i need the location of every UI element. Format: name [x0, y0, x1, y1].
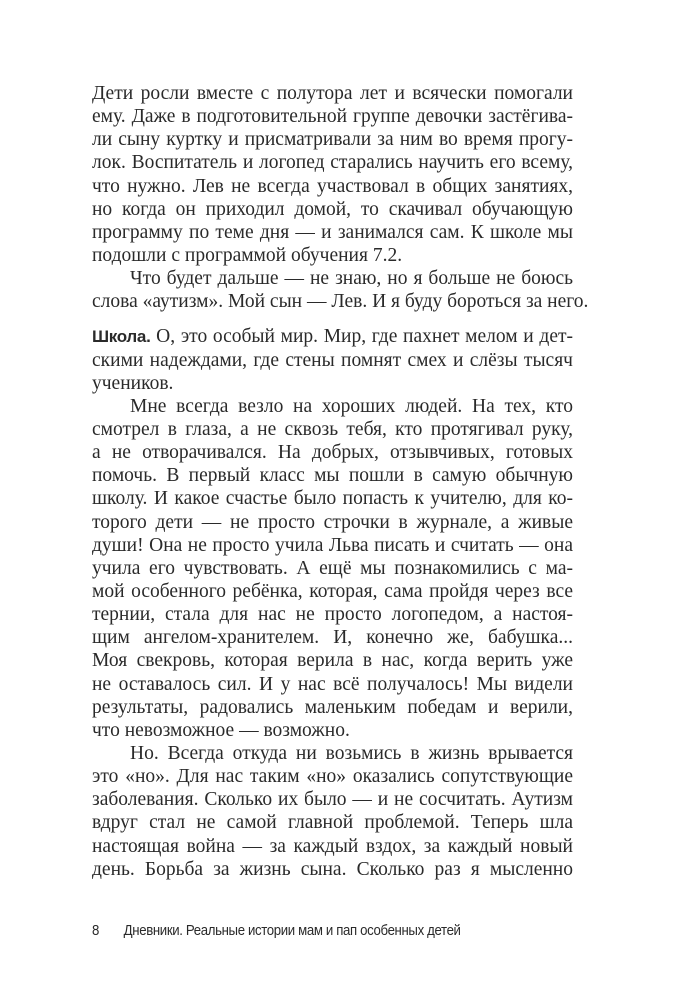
- text-line: но когда он приходил домой, то скачивал обучающую: [92, 198, 573, 220]
- text-line: Дети росли вместе с полутора лет и всячески помогали: [92, 83, 573, 104]
- text-line: скими надеждами, где стены помнят смех и слёзы тысяч: [92, 349, 573, 371]
- text-line: ли сыну куртку и присматривали за ним во время прогу-: [92, 129, 573, 151]
- text-line: учила его чувствовать. А ещё мы познакомились с ма-: [92, 557, 573, 579]
- paragraph: [92, 742, 573, 881]
- paragraph: [92, 325, 573, 394]
- text-line: Что будет дальше — не знаю, но я больше не боюсь: [130, 268, 573, 290]
- text-line: что невозможное — возможно.: [92, 719, 350, 741]
- text-line: души! Она не просто учила Льва писать и считать — она: [92, 534, 573, 556]
- section-lead: Школа.: [92, 327, 151, 347]
- running-title: Дневники. Реальные истории мам и пап особенных детей: [123, 922, 461, 939]
- text-line: учеников.: [92, 372, 174, 394]
- page-footer: [92, 922, 461, 939]
- text-line: ему. Даже в подготовительной группе девочки застёгива-: [92, 106, 573, 128]
- text-line: результаты, радовались маленьким победам и верили,: [92, 696, 573, 718]
- text-line: щим ангелом-хранителем. И, конечно же, бабушка...: [92, 627, 573, 649]
- text-line: слова «аутизм». Мой сын — Лев. И я буду бороться за него.: [92, 291, 589, 313]
- text-line: лок. Воспитатель и логопед старались научить его всему,: [92, 152, 573, 174]
- text-line: мой особенного ребёнка, которая, сама пройдя через все: [92, 580, 573, 602]
- text-line: это «но». Для нас таким «но» оказались сопутствующие: [92, 766, 573, 788]
- text-line: Мне всегда везло на хороших людей. На тех, кто: [130, 395, 573, 417]
- text-line: а не отворачивался. На добрых, отзывчивых, готовых: [92, 442, 573, 464]
- text-line: Но. Всегда откуда ни возьмись в жизнь врывается: [130, 742, 573, 764]
- text-line: день. Борьба за жизнь сына. Сколько раз я мысленно: [92, 858, 573, 880]
- book-page-body: [92, 82, 589, 881]
- text-line: вдруг стал не самой главной проблемой. Теперь шла: [92, 812, 573, 834]
- paragraph: [92, 395, 573, 742]
- text-line: смотрел в глаза, а не сквозь тебя, кто протягивал руку,: [92, 418, 573, 440]
- paragraph: [92, 267, 589, 313]
- page-number: 8: [92, 922, 99, 939]
- text-line: [92, 325, 573, 348]
- paragraph: [92, 82, 573, 267]
- text-line: не оставалось сил. И у нас всё получалось! Мы видели: [92, 673, 573, 695]
- text-line: Моя свекровь, которая верила в нас, когда верить уже: [92, 650, 573, 672]
- text-line: подошли с программой обучения 7.2.: [92, 244, 403, 266]
- text-line: что нужно. Лев не всегда участвовал в общих занятиях,: [92, 175, 573, 197]
- text-line: помочь. В первый класс мы пошли в самую обычную: [92, 465, 573, 487]
- text-line-content: О, это особый мир. Мир, где пахнет мелом и дет-: [150, 326, 573, 348]
- text-line: заболевания. Сколько их было — и не сосчитать. Аутизм: [92, 789, 573, 811]
- text-line: тернии, стала для нас не просто логопедом, а настоя-: [92, 604, 573, 626]
- text-line: настоящая война — за каждый вздох, за каждый новый: [92, 835, 573, 857]
- text-line: программу по теме дня — и занимался сам. К школе мы: [92, 221, 573, 243]
- text-line: торого дети — не просто строчки в журнале, а живые: [92, 511, 573, 533]
- text-line: школу. И какое счастье было попасть к учителю, для ко-: [92, 488, 573, 510]
